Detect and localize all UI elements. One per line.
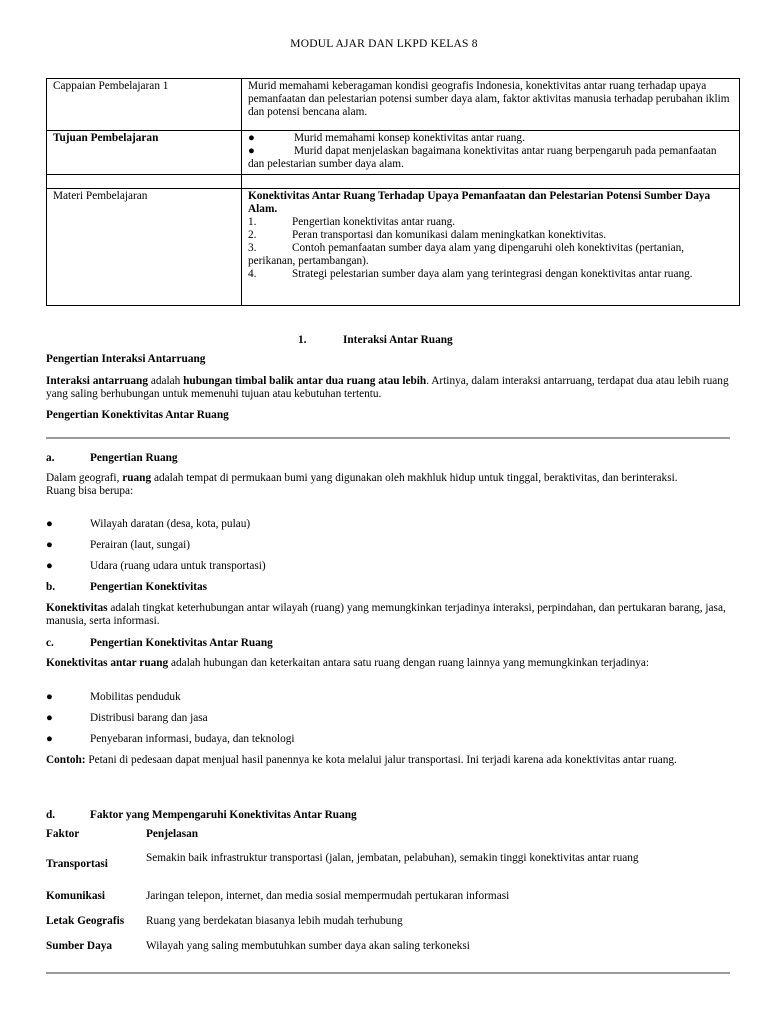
bullet-icon: ● [248,132,255,144]
cp-text: Murid memahami keberagaman kondisi geografis Indonesia, konektivitas antar ruang terhadap upaya pemanfaatan dan pelestarian potensi sumber daya alam, faktor aktivitas manusia terhadap perubahan iklim dan potensi bencana alam. [242,79,740,131]
section-b-heading: b. Pengertian Konektivitas [46,581,208,593]
table-row [47,79,740,131]
paragraph-konektivitas-antar-ruang: Konektivitas antar ruang adalah hubungan dan keterkaitan antara satu ruang dengan ruang lainnya yang memungkinkan terjadinya: [46,657,650,669]
list-item: 1. Pengertian konektivitas antar ruang. [248,216,456,228]
table-row: Komunikasi Jaringan telepon, internet, dan media sosial mempermudah pertukaran informasi [46,890,510,902]
paragraph-interaksi: Interaksi antarruang adalah hubungan timbal balik antar dua ruang atau lebih. Artinya, dalam interaksi antarruang, terdapat dua atau lebih ruang yang saling berhubungan untuk memenuhi tujuan atau kebutuhan tertentu. [46,375,729,400]
divider [46,437,730,439]
materi-cell [242,189,740,306]
subheading-interaksi: Pengertian Interaksi Antarruang [46,353,206,365]
document-title: MODUL AJAR DAN LKPD KELAS 8 [290,38,478,50]
table-row [47,131,740,175]
column-header-penjelasan: Penjelasan [146,828,199,840]
table-row-empty [47,175,740,189]
list-item: 2. Peran transportasi dan komunikasi dalam meningkatkan konektivitas. [248,229,607,241]
table-row: Transportasi Semakin baik infrastruktur transportasi (jalan, jembatan, pelabuhan), semakin tinggi konektivitas antar ruang [46,852,639,870]
list-item: ● Murid dapat menjelaskan bagaimana konektivitas antar ruang berpengaruh pada pemanfaatan dan pelestarian sumber daya alam. [248,145,717,170]
learning-plan-table [46,78,740,306]
document-page: MODUL AJAR DAN LKPD KELAS 8 Cappaian Pembelajaran 1 Murid memahami keberagaman kondisi geografis Indonesia, konektivitas antar ruang terhadap upaya pemanfaatan dan pelestarian potensi sumber daya alam, faktor aktivitas manusia terhadap perubahan iklim dan potensi bencana alam. Tujuan Pembelajaran ● Murid memahami konsep konektivitas antar ruang. ● Murid dapat menjelaskan bagaimana konektivitas antar ruang berpengaruh pada pemanfaatan dan pelestarian sumber daya alam. Materi Pembelajaran Konektivitas Antar Ruang Terhadap Upaya Pemanfaatan dan Pelestarian Potensi Sumber Daya Alam. 1. Pengertian konektivitas antar ruang. 2. Peran transportasi dan komunikasi dalam meningkatkan konektivitas. 3. Contoh pemanfaatan sumber daya alam yang dipengaruhi oleh konektivitas (pertanian, perikanan, pertambangan). 4. Strategi pelestarian sumber daya alam yang terintegrasi dengan konektivitas antar ruang. 1. Interaksi Antar Ruang Pengertian Interaksi Antarruang Interaksi antarruang adalah hubungan timbal balik antar dua ruang atau lebih. Artinya, dalam interaksi antarruang, terdapat dua atau lebih ruang yang saling berhubungan untuk memenuhi tujuan atau kebutuhan tertentu. Pengertian Konektivitas Antar Ruang a. Pengertian Ruang Dalam geografi, ruang adalah tempat di permukaan bumi yang digunakan oleh makhluk hidup untuk tinggal, beraktivitas, dan berinteraksi. Ruang bisa berupa: ● Wilayah daratan (desa, kota, pulau) ● Perairan (laut, sungai) ● Udara (ruang udara untuk transportasi) b. Pengertian Konektivitas Konektivitas adalah tingkat keterhubungan antar wilayah (ruang) yang memungkinkan terjadinya interaksi, perpindahan, dan pertukaran barang, jasa, manusia, serta informasi. c. Pengertian Konektivitas Antar Ruang Konektivitas antar ruang adalah hubungan dan keterkaitan antara satu ruang dengan ruang lainnya yang memungkinkan terjadinya: ● Mobilitas penduduk ● Distribusi barang dan jasa ● Penyebaran informasi, budaya, dan teknologi Contoh: Petani di pedesaan dapat menjual hasil panennya ke kota melalui jalur transportasi. Ini terjadi karena ada konektivitas antar ruang. d. Faktor yang Mempengaruhi Konektivitas Antar Ruang Faktor Penjelasan Transportasi Semakin baik infrastruktur transportasi (jalan, jembatan, pelabuhan), semakin tinggi konektivitas antar ruang Komunikasi Jaringan telepon, internet, dan media sosial mempermudah pertukaran informasi Letak Geografis Ruang yang berdekatan biasanya lebih mudah terhubung Sumber Daya Wilayah yang saling membutuhkan sumber daya akan saling terkoneksi [0,0,768,1024]
section-a-heading: a. Pengertian Ruang [46,452,178,464]
table-row: Sumber Daya Wilayah yang saling membutuhkan sumber daya akan saling terkoneksi [46,940,470,952]
bullet-icon: ● [46,560,53,572]
bullet-icon: ● [46,518,53,530]
tp-label: Tujuan Pembelajaran [47,131,242,175]
paragraph-contoh: Contoh: Petani di pedesaan dapat menjual hasil panennya ke kota melalui jalur transportasi. Ini terjadi karena ada konektivitas antar ruang. [46,754,677,766]
table-header-row [46,828,736,852]
section-c-heading: c. Pengertian Konektivitas Antar Ruang [46,637,273,649]
bullet-icon: ● [46,691,53,703]
bullet-icon: ● [248,145,255,157]
list-item: ● Murid memahami konsep konektivitas antar ruang. [248,132,525,144]
bullet-icon: ● [46,712,53,724]
paragraph-ruang: Dalam geografi, ruang adalah tempat di permukaan bumi yang digunakan oleh makhluk hidup untuk tinggal, beraktivitas, dan berinteraksi. Ruang bisa berupa: [46,472,678,497]
paragraph-konektivitas: Konektivitas adalah tingkat keterhubungan antar wilayah (ruang) yang memungkinkan terjadinya interaksi, perpindahan, dan pertukaran barang, jasa, manusia, serta informasi. [46,602,726,627]
subheading-konektivitas: Pengertian Konektivitas Antar Ruang [46,409,229,421]
materi-title: Konektivitas Antar Ruang Terhadap Upaya Pemanfaatan dan Pelestarian Potensi Sumber Daya Alam. [248,190,711,215]
column-header-faktor: Faktor [46,828,80,840]
table-row: Letak Geografis Ruang yang berdekatan biasanya lebih mudah terhubung [46,915,403,927]
section-d-heading: d. Faktor yang Mempengaruhi Konektivitas Antar Ruang [46,809,357,821]
list-item: 3. Contoh pemanfaatan sumber daya alam yang dipengaruhi oleh konektivitas (pertanian, perikanan, pertambangan). [248,242,685,267]
divider [46,972,730,974]
table-row [47,189,740,306]
cp-label: Cappaian Pembelajaran 1 [47,79,242,131]
bullet-icon: ● [46,733,53,745]
factor-table [46,828,736,960]
list-item: 4. Strategi pelestarian sumber daya alam yang terintegrasi dengan konektivitas antar ruang. [248,268,693,280]
tp-cell [242,131,740,175]
bullet-icon: ● [46,539,53,551]
materi-label: Materi Pembelajaran [47,189,242,306]
